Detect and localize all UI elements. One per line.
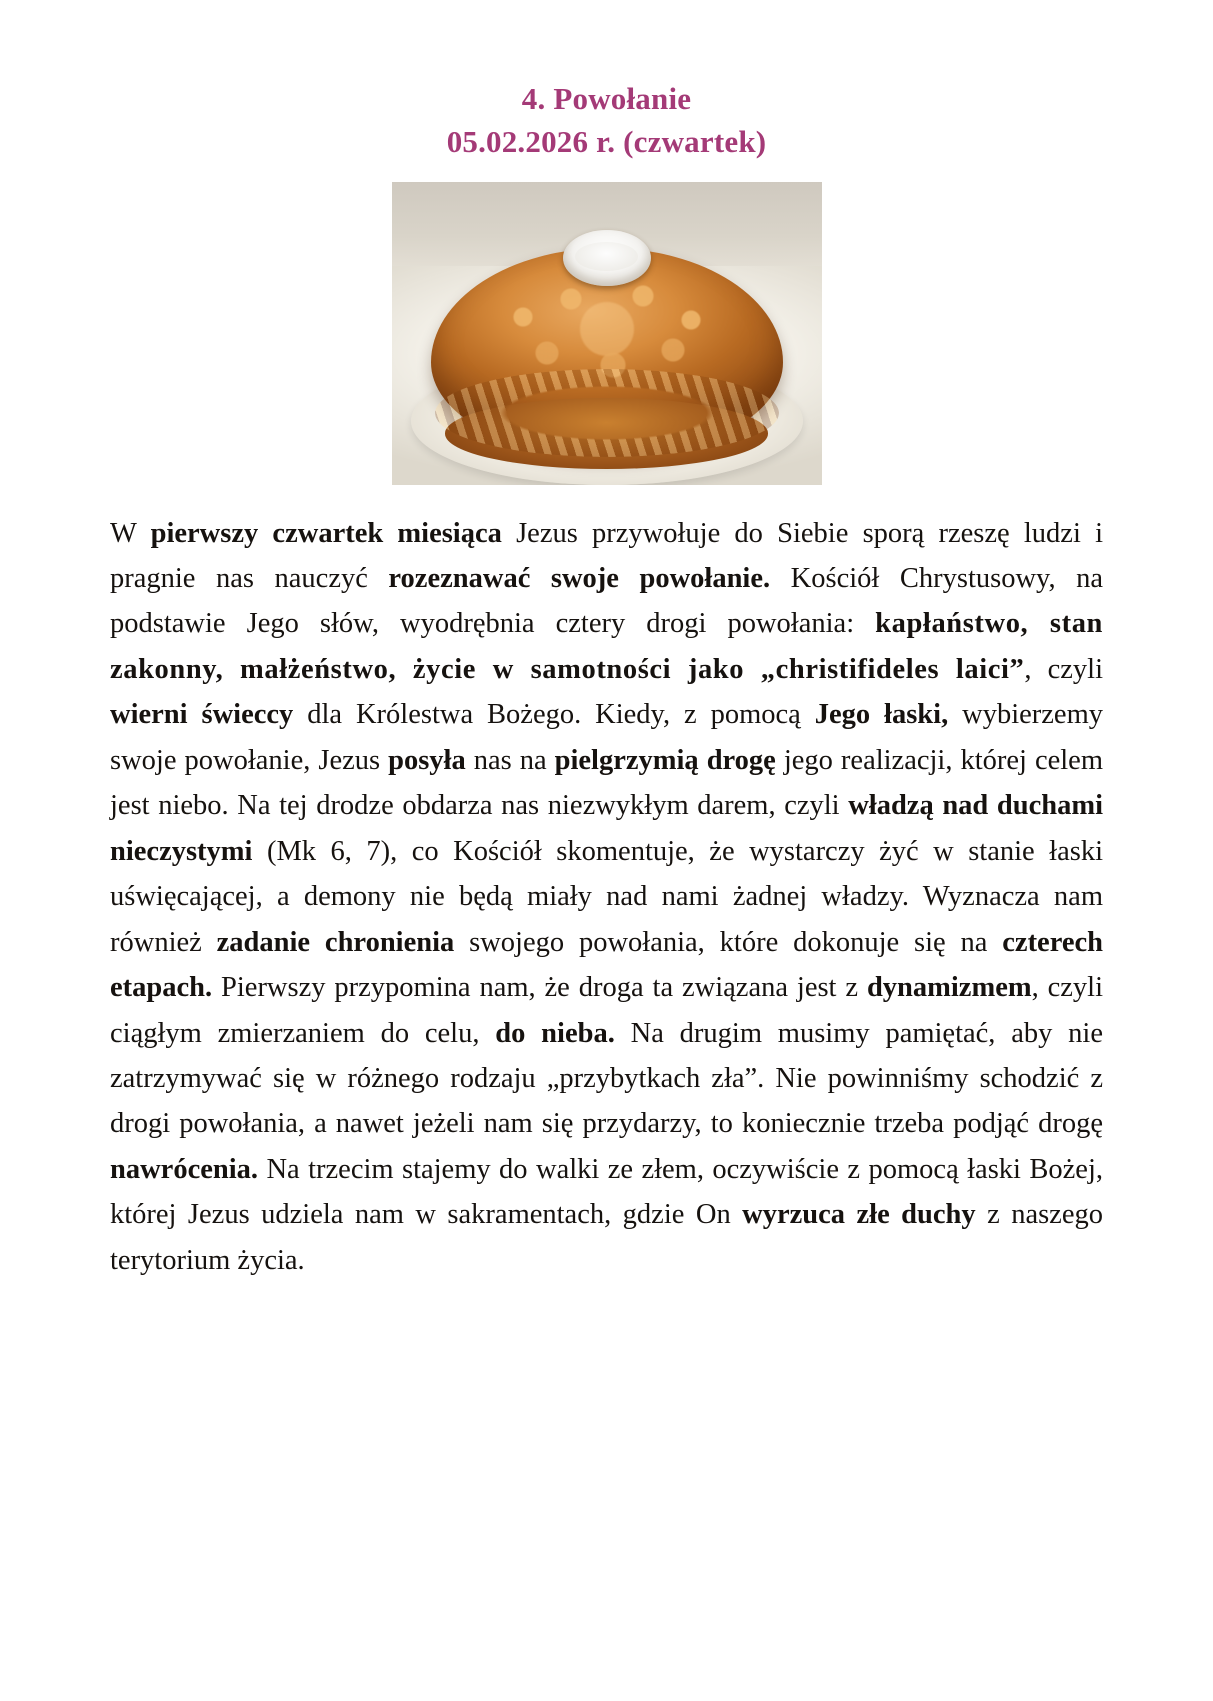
title-line-number: 4. Powołanie (521, 81, 692, 116)
title-line-date: 05.02.2026 r. (czwartek) (446, 123, 767, 159)
bread-photo (392, 182, 822, 485)
page-title (110, 78, 1103, 164)
salt-bowl (563, 230, 651, 286)
photo-background (392, 182, 822, 485)
body-paragraph: W pierwszy czwartek miesiąca Jezus przywołuje do Siebie sporą rzeszę ludzi i pragnie nas nauczyć rozeznawać swoje powołanie. Kościół Chrystusowy, na podstawie Jego słów, wyodrębnia cztery drogi powołania: kapłaństwo, stan zakonny, małżeństwo, życie w samotności jako „christifideles laici”, czyli wierni świeccy dla Królestwa Bożego. Kiedy, z pomocą Jego łaski, wybierzemy swoje powołanie, Jezus posyła nas na pielgrzymią drogę jego realizacji, której celem jest niebo. Na tej drodze obdarza nas niezwykłym darem, czyli władzą nad duchami nieczystymi (Mk 6, 7), co Kościół skomentuje, że wystarczy żyć w stanie łaski uświęcającej, a demony nie będą miały nad nami żadnej władzy. Wyznacza nam również zadanie chronienia swojego powołania, które dokonuje się na czterech etapach. Pierwszy przypomina nam, że droga ta związana jest z dynamizmem, czyli ciągłym zmierzaniem do celu, do nieba. Na drugim musimy pamiętać, aby nie zatrzymywać się w różnego rodzaju „przybytkach zła”. Nie powinniśmy schodzić z drogi powołania, a nawet jeżeli nam się przydarzy, to koniecznie trzeba podjąć drogę nawrócenia. Na trzecim stajemy do walki ze złem, oczywiście z pomocą łaski Bożej, której Jezus udziela nam w sakramentach, gdzie On wyrzuca złe duchy z naszego terytorium życia. (110, 517, 1104, 1276)
bread-braid (435, 369, 779, 457)
